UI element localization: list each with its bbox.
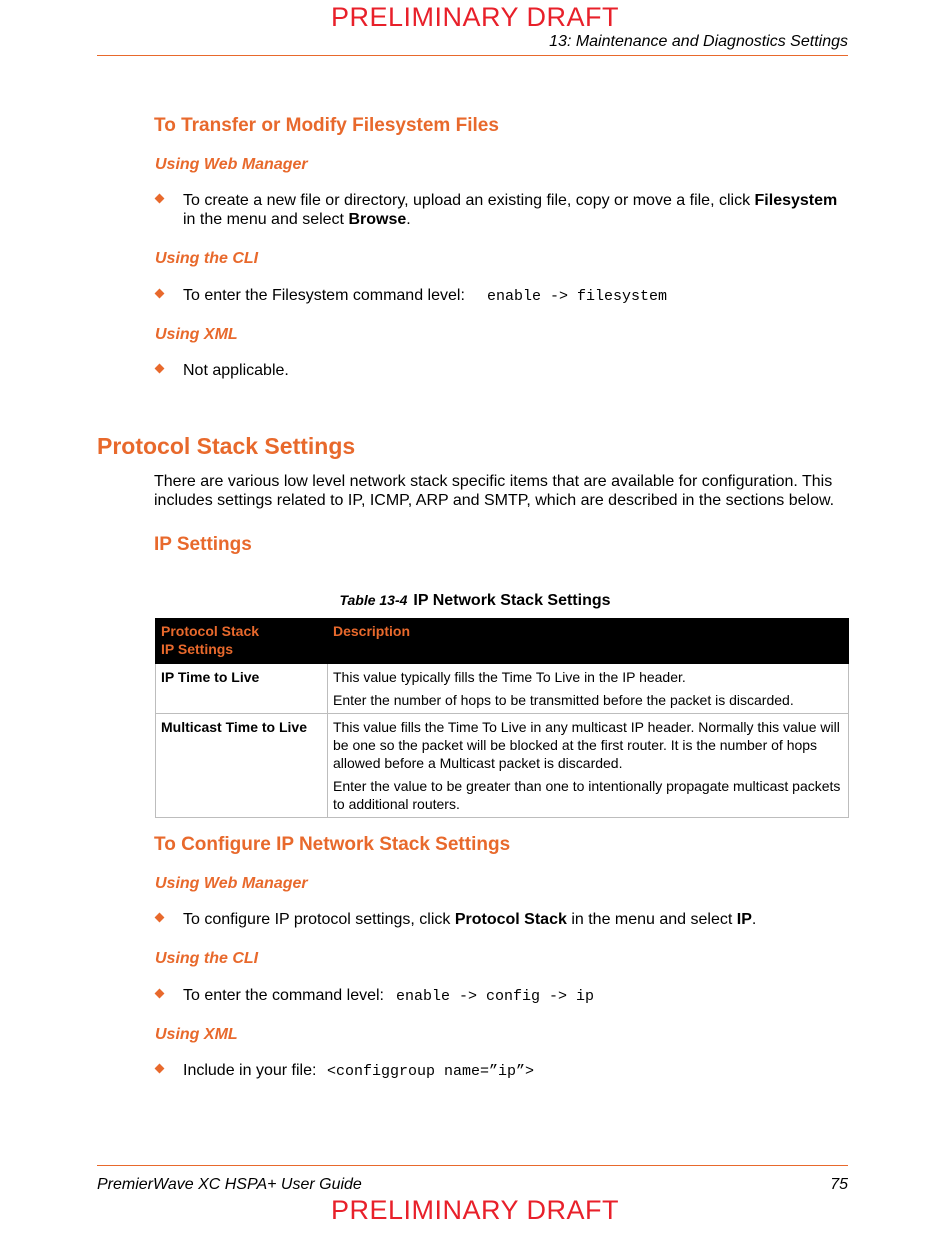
bullet-diamond-icon	[155, 913, 165, 923]
table-cell-name: IP Time to Live	[156, 664, 328, 714]
table-row	[156, 664, 849, 714]
transfer-cli-bullet: To enter the Filesystem command level:	[183, 286, 465, 305]
watermark-top: PRELIMINARY DRAFT	[330, 2, 620, 32]
bullet-diamond-icon	[155, 289, 165, 299]
watermark-bottom: PRELIMINARY DRAFT	[330, 1195, 620, 1225]
transfer-web-bullet: To create a new file or directory, upload an existing file, copy or move a file, click Filesystem in the menu and select Browse.	[183, 191, 853, 229]
footer-rule	[97, 1165, 848, 1166]
table-caption-title: IP Network Stack Settings	[413, 592, 611, 609]
transfer-cli-command: enable -> filesystem	[487, 288, 668, 305]
ip-settings-table	[155, 618, 849, 818]
configure-title: To Configure IP Network Stack Settings	[154, 834, 511, 855]
transfer-web-heading: Using Web Manager	[155, 156, 308, 173]
protocol-title: Protocol Stack Settings	[97, 433, 356, 459]
configure-xml-heading: Using XML	[155, 1026, 238, 1043]
chapter-header: 13: Maintenance and Diagnostics Settings	[549, 33, 848, 50]
transfer-xml-bullet: Not applicable.	[183, 361, 289, 380]
header-rule	[97, 55, 848, 56]
configure-web-bullet: To configure IP protocol settings, click Protocol Stack in the menu and select IP.	[183, 910, 756, 929]
footer-guide-title: PremierWave XC HSPA+ User Guide	[97, 1176, 362, 1193]
table-header-row	[156, 619, 849, 664]
footer-page-number: 75	[830, 1176, 848, 1193]
table-row	[156, 714, 849, 818]
protocol-intro: There are various low level network stack specific items that are available for configuration. This includes settings related to IP, ICMP, ARP and SMTP, which are described in the sections below.	[154, 473, 835, 509]
bullet-diamond-icon	[155, 194, 165, 204]
bullet-diamond-icon	[155, 364, 165, 374]
table-cell-description: This value typically fills the Time To Live in the IP header. Enter the number of hops to be transmitted before the packet is discarded.	[328, 664, 849, 714]
table-caption	[0, 592, 950, 610]
configure-xml-bullet: Include in your file:	[183, 1061, 316, 1080]
bullet-diamond-icon	[155, 989, 165, 999]
transfer-title: To Transfer or Modify Filesystem Files	[154, 115, 499, 136]
table-header-setting: Protocol Stack IP Settings	[156, 619, 328, 664]
table-caption-number: Table 13-4	[339, 592, 408, 608]
table-cell-description: This value fills the Time To Live in any multicast IP header. Normally this value will be one so the packet will be blocked at the first router. It is the number of hops allowed before a Multicast packet is discarded. Enter the value to be greater than one to intentionally propagate multicast packets to additional routers.	[328, 714, 849, 818]
configure-cli-command: enable -> config -> ip	[396, 988, 595, 1005]
bullet-diamond-icon	[155, 1064, 165, 1074]
configure-xml-code: <configgroup name=”ip”>	[327, 1063, 535, 1080]
table-header-description: Description	[328, 619, 849, 664]
configure-cli-heading: Using the CLI	[155, 950, 259, 967]
table-cell-name: Multicast Time to Live	[156, 714, 328, 818]
configure-cli-bullet: To enter the command level:	[183, 986, 384, 1005]
configure-web-heading: Using Web Manager	[155, 875, 308, 892]
transfer-cli-heading: Using the CLI	[155, 250, 259, 267]
transfer-xml-heading: Using XML	[155, 326, 238, 343]
ip-settings-heading: IP Settings	[154, 534, 252, 555]
